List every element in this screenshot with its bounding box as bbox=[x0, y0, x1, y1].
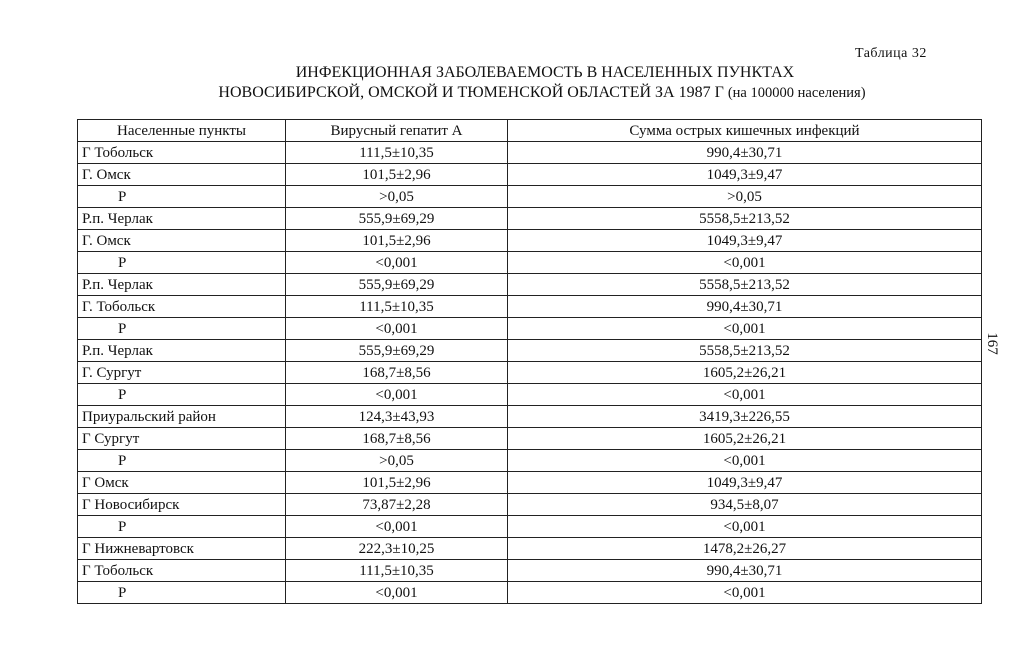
hepatitis-cell: 101,5±2,96 bbox=[286, 230, 508, 252]
intestinal-cell: 990,4±30,71 bbox=[508, 560, 982, 582]
hepatitis-cell: >0,05 bbox=[286, 186, 508, 208]
table-label: Таблица 32 bbox=[855, 46, 927, 61]
place-cell: Р bbox=[78, 582, 286, 604]
hepatitis-cell: <0,001 bbox=[286, 252, 508, 274]
intestinal-cell: 1605,2±26,21 bbox=[508, 428, 982, 450]
table-row bbox=[78, 516, 982, 538]
table-row bbox=[78, 472, 982, 494]
place-cell: Г Омск bbox=[78, 472, 286, 494]
place-cell: Г Тобольск bbox=[78, 142, 286, 164]
header-intestinal: Сумма острых кишечных инфекций bbox=[508, 120, 982, 142]
intestinal-cell: 1049,3±9,47 bbox=[508, 164, 982, 186]
header-hepatitis: Вирусный гепатит А bbox=[286, 120, 508, 142]
place-cell: Г. Сургут bbox=[78, 362, 286, 384]
place-cell: Приуральский район bbox=[78, 406, 286, 428]
intestinal-cell: 1049,3±9,47 bbox=[508, 472, 982, 494]
hepatitis-cell: 555,9±69,29 bbox=[286, 208, 508, 230]
place-cell: Г. Тобольск bbox=[78, 296, 286, 318]
table-row bbox=[78, 318, 982, 340]
hepatitis-cell: 222,3±10,25 bbox=[286, 538, 508, 560]
hepatitis-cell: 555,9±69,29 bbox=[286, 340, 508, 362]
table-row bbox=[78, 428, 982, 450]
place-cell: Р.п. Черлак bbox=[78, 274, 286, 296]
table-row bbox=[78, 340, 982, 362]
intestinal-cell: 5558,5±213,52 bbox=[508, 340, 982, 362]
table-row bbox=[78, 450, 982, 472]
table-row bbox=[78, 252, 982, 274]
hepatitis-cell: 168,7±8,56 bbox=[286, 362, 508, 384]
hepatitis-cell: 124,3±43,93 bbox=[286, 406, 508, 428]
place-cell: Г. Омск bbox=[78, 230, 286, 252]
hepatitis-cell: <0,001 bbox=[286, 318, 508, 340]
table-row bbox=[78, 208, 982, 230]
table-row bbox=[78, 296, 982, 318]
intestinal-cell: 990,4±30,71 bbox=[508, 142, 982, 164]
intestinal-cell: <0,001 bbox=[508, 450, 982, 472]
hepatitis-cell: 101,5±2,96 bbox=[286, 472, 508, 494]
intestinal-cell: 5558,5±213,52 bbox=[508, 274, 982, 296]
place-cell: Р bbox=[78, 318, 286, 340]
table-row bbox=[78, 142, 982, 164]
title-line-2-text: НОВОСИБИРСКОЙ, ОМСКОЙ И ТЮМЕНСКОЙ ОБЛАСТЕЙ ЗА 1987 Г bbox=[218, 84, 724, 101]
hepatitis-cell: 111,5±10,35 bbox=[286, 560, 508, 582]
hepatitis-cell: <0,001 bbox=[286, 582, 508, 604]
table-row bbox=[78, 384, 982, 406]
hepatitis-cell: 168,7±8,56 bbox=[286, 428, 508, 450]
hepatitis-cell: <0,001 bbox=[286, 516, 508, 538]
place-cell: Р bbox=[78, 450, 286, 472]
place-cell: Р bbox=[78, 186, 286, 208]
place-cell: Р bbox=[78, 252, 286, 274]
table-row bbox=[78, 274, 982, 296]
place-cell: Г Нижневартовск bbox=[78, 538, 286, 560]
table-row bbox=[78, 538, 982, 560]
intestinal-cell: 1049,3±9,47 bbox=[508, 230, 982, 252]
table-row bbox=[78, 406, 982, 428]
hepatitis-cell: 101,5±2,96 bbox=[286, 164, 508, 186]
place-cell: Р bbox=[78, 384, 286, 406]
intestinal-cell: <0,001 bbox=[508, 318, 982, 340]
hepatitis-cell: 111,5±10,35 bbox=[286, 296, 508, 318]
title-note: (на 100000 населения) bbox=[727, 85, 866, 101]
hepatitis-cell: 73,87±2,28 bbox=[286, 494, 508, 516]
intestinal-cell: 990,4±30,71 bbox=[508, 296, 982, 318]
intestinal-cell: 3419,3±226,55 bbox=[508, 406, 982, 428]
table-row bbox=[78, 494, 982, 516]
place-cell: Г Сургут bbox=[78, 428, 286, 450]
table-row bbox=[78, 362, 982, 384]
table-body bbox=[78, 142, 982, 604]
table-row bbox=[78, 582, 982, 604]
intestinal-cell: >0,05 bbox=[508, 186, 982, 208]
intestinal-cell: 934,5±8,07 bbox=[508, 494, 982, 516]
table-title-line-1 bbox=[75, 63, 1015, 83]
title-line-1-text: ИНФЕКЦИОННАЯ ЗАБОЛЕВАЕМОСТЬ В НАСЕЛЕННЫХ ПУНКТАХ bbox=[295, 64, 795, 81]
intestinal-cell: 1605,2±26,21 bbox=[508, 362, 982, 384]
intestinal-cell: <0,001 bbox=[508, 384, 982, 406]
table-row bbox=[78, 164, 982, 186]
intestinal-cell: <0,001 bbox=[508, 516, 982, 538]
header-place: Населенные пункты bbox=[78, 120, 286, 142]
page-number: 167 bbox=[983, 332, 1000, 355]
hepatitis-cell: 111,5±10,35 bbox=[286, 142, 508, 164]
table-title-line-2 bbox=[72, 83, 1012, 103]
intestinal-cell: 1478,2±26,27 bbox=[508, 538, 982, 560]
incidence-table bbox=[77, 119, 982, 604]
table-header-row bbox=[78, 120, 982, 142]
table-row bbox=[78, 186, 982, 208]
hepatitis-cell: <0,001 bbox=[286, 384, 508, 406]
intestinal-cell: <0,001 bbox=[508, 582, 982, 604]
table-row bbox=[78, 560, 982, 582]
table-row bbox=[78, 230, 982, 252]
place-cell: Г Тобольск bbox=[78, 560, 286, 582]
place-cell: Р.п. Черлак bbox=[78, 340, 286, 362]
hepatitis-cell: 555,9±69,29 bbox=[286, 274, 508, 296]
place-cell: Р.п. Черлак bbox=[78, 208, 286, 230]
hepatitis-cell: >0,05 bbox=[286, 450, 508, 472]
intestinal-cell: <0,001 bbox=[508, 252, 982, 274]
intestinal-cell: 5558,5±213,52 bbox=[508, 208, 982, 230]
place-cell: Г. Омск bbox=[78, 164, 286, 186]
place-cell: Г Новосибирск bbox=[78, 494, 286, 516]
place-cell: Р bbox=[78, 516, 286, 538]
